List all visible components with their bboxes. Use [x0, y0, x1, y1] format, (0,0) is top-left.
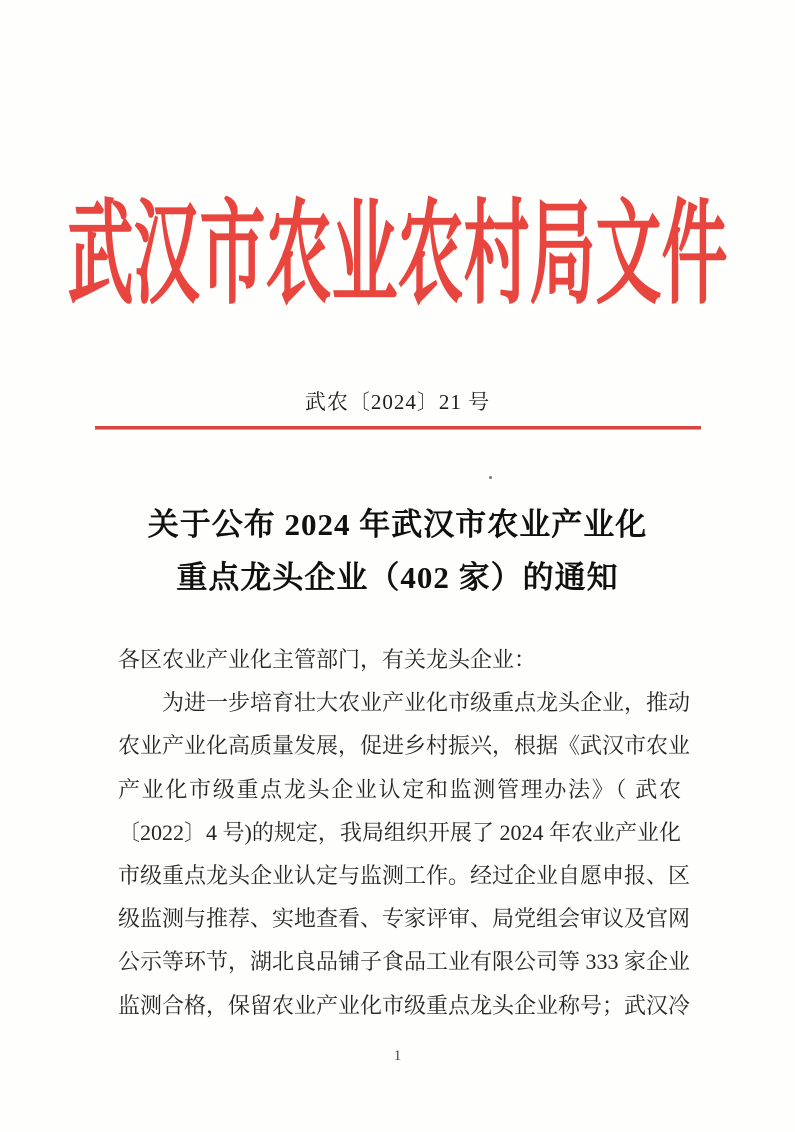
- body-line: 产业化市级重点龙头企业认定和监测管理办法》（ 武农: [118, 776, 681, 802]
- red-divider-rule: [95, 426, 701, 430]
- body-line: 农业产业化高质量发展，促进乡村振兴，根据《武汉市农业: [118, 733, 691, 759]
- page-number: 1: [393, 1048, 402, 1064]
- notice-title: [0, 498, 795, 604]
- salutation-line: 各区农业产业化主管部门，有关龙头企业：: [118, 647, 537, 672]
- agency-header-title: 武汉市农业农村局文件: [67, 193, 728, 319]
- notice-title-line2: 重点龙头企业（402 家）的通知: [176, 560, 619, 595]
- body-line: 市级重点龙头企业认定与监测工作。经过企业自愿申报、区: [118, 863, 691, 889]
- notice-body: [118, 638, 691, 1027]
- body-line: 级监测与推荐、实地查看、专家评审、局党组会审议及官网: [118, 906, 691, 932]
- body-line: 监测合格，保留农业产业化市级重点龙头企业称号；武汉冷: [118, 992, 691, 1018]
- document-number: 武农〔2024〕21 号: [304, 390, 491, 414]
- body-line: 公示等环节，湖北良品铺子食品工业有限公司等 333 家企业: [118, 949, 691, 975]
- body-line: 为进一步培育壮大农业产业化市级重点龙头企业，推动: [162, 690, 691, 716]
- body-line: 〔2022〕4 号)的规定，我局组织开展了 2024 年农业产业化: [118, 819, 681, 845]
- scan-speck-dot: [489, 476, 492, 479]
- notice-title-line1: 关于公布 2024 年武汉市农业产业化: [147, 507, 648, 542]
